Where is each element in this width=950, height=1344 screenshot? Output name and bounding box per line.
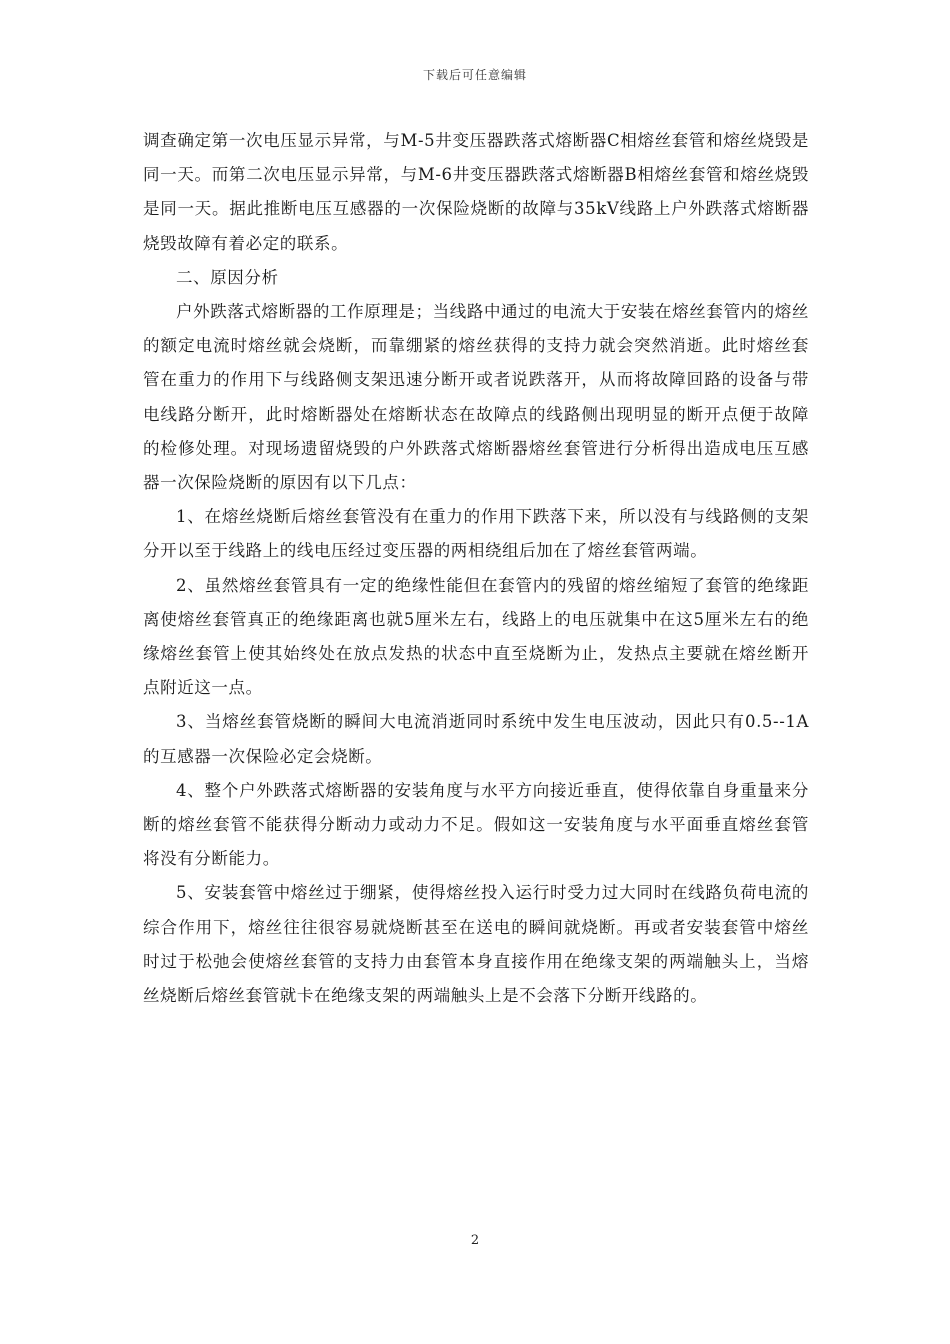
paragraph-point-5: 5、安装套管中熔丝过于绷紧，使得熔丝投入运行时受力过大同时在线路负荷电流的综合作用下，熔丝往往很容易就烧断甚至在送电的瞬间就烧断。再或者安装套管中熔丝时过于松弛会使熔丝套管的支持力由套管本身直接作用在绝缘支架的两端触头上，当熔丝烧断后熔丝套管就卡在绝缘支架的两端触头上是不会落下分断开线路的。 xyxy=(143,883,809,1006)
paragraph-point-3: 3、当熔丝套管烧断的瞬间大电流消逝同时系统中发生电压波动，因此只有0.5--1A的互感器一次保险必定会烧断。 xyxy=(143,712,809,766)
document-body xyxy=(143,124,809,1013)
paragraph-point-1: 1、在熔丝烧断后熔丝套管没有在重力的作用下跌落下来，所以没有与线路侧的支架分开以至于线路上的线电压经过变压器的两相绕组后加在了熔丝套管两端。 xyxy=(143,507,809,561)
paragraph-continuation: 调查确定第一次电压显示异常，与M-5井变压器跌落式熔断器C相熔丝套管和熔丝烧毁是同一天。而第二次电压显示异常，与M-6井变压器跌落式熔断器B相熔丝套管和熔丝烧毁是同一天。据此推断电压互感器的一次保险烧断的故障与35kV线路上户外跌落式熔断器烧毁故障有着必定的联系。 xyxy=(143,131,809,253)
page-number: 2 xyxy=(470,1233,480,1248)
paragraph-point-2: 2、虽然熔丝套管具有一定的绝缘性能但在套管内的残留的熔丝缩短了套管的绝缘距离使熔丝套管真正的绝缘距离也就5厘米左右，线路上的电压就集中在这5厘米左右的绝缘熔丝套管上使其始终处在放点发热的状态中直至烧断为止，发热点主要就在熔丝断开点附近这一点。 xyxy=(143,575,809,698)
page-header: 下载后可任意编辑 xyxy=(422,68,527,82)
section-heading: 二、原因分析 xyxy=(176,267,279,287)
paragraph-working-principle: 户外跌落式熔断器的工作原理是；当线路中通过的电流大于安装在熔丝套管内的熔丝的额定电流时熔丝就会烧断，而靠绷紧的熔丝获得的支持力就会突然消逝。此时熔丝套管在重力的作用下与线路侧支架迅速分断开或者说跌落开，从而将故障回路的设备与带电线路分断开，此时熔断器处在熔断状态在故障点的线路侧出现明显的断开点便于故障的检修处理。对现场遗留烧毁的户外跌落式熔断器熔丝套管进行分析得出造成电压互感器一次保险烧断的原因有以下几点： xyxy=(143,302,809,493)
paragraph-point-4: 4、整个户外跌落式熔断器的安装角度与水平方向接近垂直，使得依靠自身重量来分断的熔丝套管不能获得分断动力或动力不足。假如这一安装角度与水平面垂直熔丝套管将没有分断能力。 xyxy=(143,780,809,869)
